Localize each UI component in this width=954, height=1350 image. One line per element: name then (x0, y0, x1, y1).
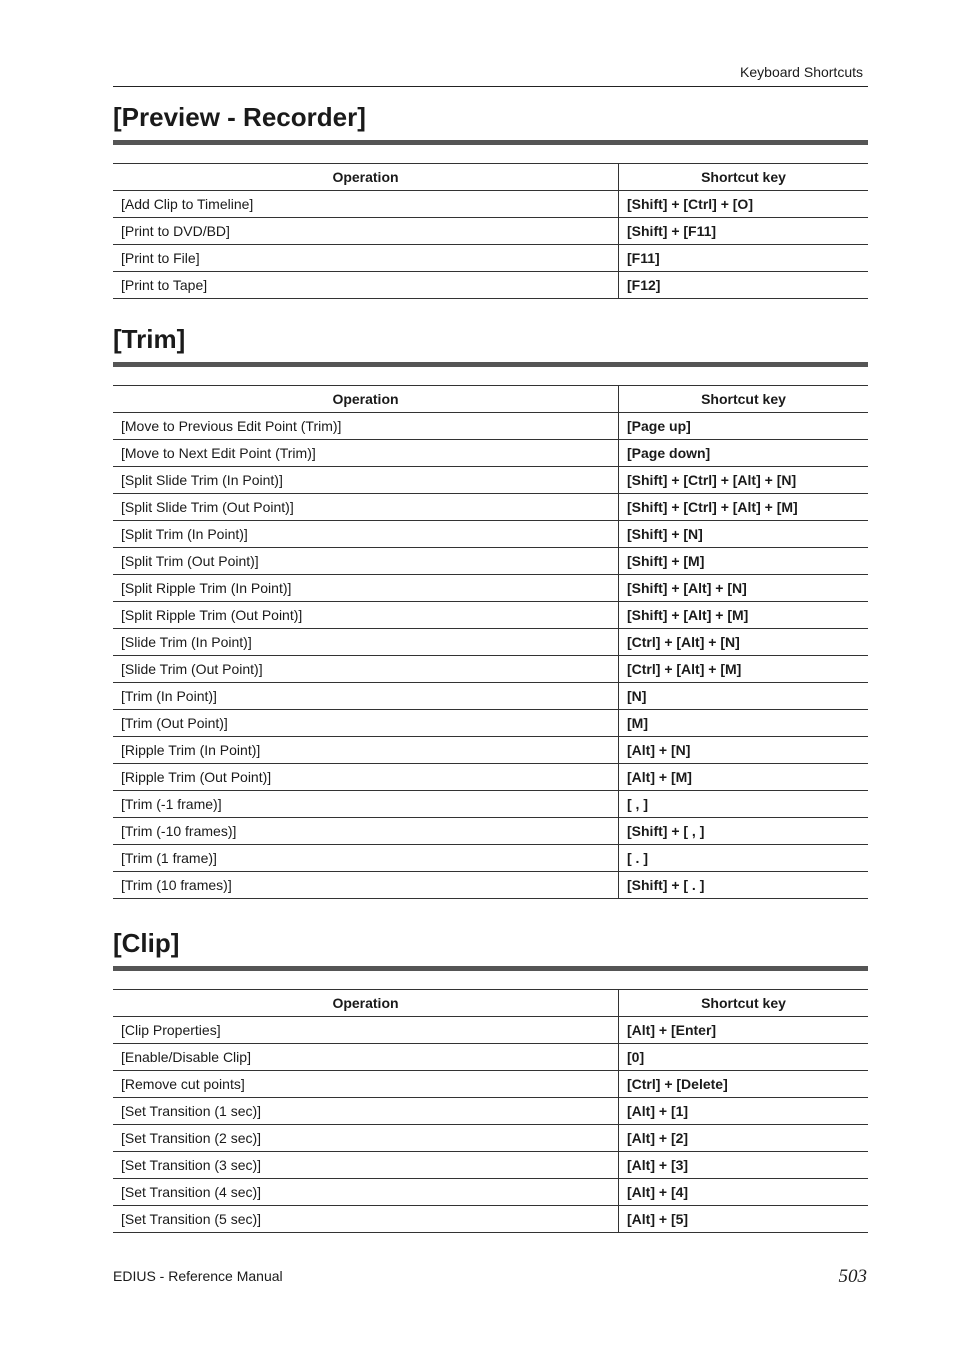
shortcut-key-cell: [Shift] + [Ctrl] + [Alt] + [N] (619, 467, 869, 494)
shortcut-key-cell: [0] (619, 1044, 869, 1071)
shortcut-key-cell: [Page down] (619, 440, 869, 467)
section-preview-recorder (113, 102, 868, 299)
shortcut-key-cell: [F11] (619, 245, 869, 272)
shortcut-key-cell: [Page up] (619, 413, 869, 440)
shortcut-key-cell: [M] (619, 710, 869, 737)
shortcut-key-cell: [Ctrl] + [Alt] + [M] (619, 656, 869, 683)
table-row (113, 1044, 868, 1071)
shortcut-key-cell: [F12] (619, 272, 869, 299)
operation-cell: [Ripple Trim (In Point)] (113, 737, 619, 764)
operation-cell: [Split Ripple Trim (In Point)] (113, 575, 619, 602)
column-header-operation: Operation (113, 164, 619, 191)
shortcut-key-cell: [Alt] + [4] (619, 1179, 869, 1206)
shortcut-table (113, 163, 868, 299)
operation-cell: [Split Slide Trim (Out Point)] (113, 494, 619, 521)
shortcut-key-cell: [Shift] + [Ctrl] + [O] (619, 191, 869, 218)
table-row (113, 629, 868, 656)
operation-cell: [Ripple Trim (Out Point)] (113, 764, 619, 791)
shortcut-key-cell: [Alt] + [1] (619, 1098, 869, 1125)
operation-cell: [Set Transition (4 sec)] (113, 1179, 619, 1206)
operation-cell: [Set Transition (2 sec)] (113, 1125, 619, 1152)
table-row (113, 683, 868, 710)
shortcut-key-cell: [Alt] + [5] (619, 1206, 869, 1233)
operation-cell: [Trim (In Point)] (113, 683, 619, 710)
operation-cell: [Print to File] (113, 245, 619, 272)
table-row (113, 1125, 868, 1152)
column-header-shortcut: Shortcut key (619, 164, 869, 191)
shortcut-key-cell: [Ctrl] + [Alt] + [N] (619, 629, 869, 656)
table-row (113, 191, 868, 218)
section-divider (113, 966, 868, 971)
table-row (113, 710, 868, 737)
table-row (113, 272, 868, 299)
operation-cell: [Trim (-10 frames)] (113, 818, 619, 845)
shortcut-key-cell: [Shift] + [Alt] + [N] (619, 575, 869, 602)
shortcut-key-cell: [ , ] (619, 791, 869, 818)
operation-cell: [Split Slide Trim (In Point)] (113, 467, 619, 494)
table-row (113, 1206, 868, 1233)
operation-cell: [Move to Next Edit Point (Trim)] (113, 440, 619, 467)
shortcut-key-cell: [Alt] + [2] (619, 1125, 869, 1152)
operation-cell: [Split Ripple Trim (Out Point)] (113, 602, 619, 629)
table-row (113, 1098, 868, 1125)
table-row (113, 845, 868, 872)
shortcut-key-cell: [Shift] + [ , ] (619, 818, 869, 845)
section-title: [Clip] (113, 928, 180, 958)
operation-cell: [Add Clip to Timeline] (113, 191, 619, 218)
table-row (113, 440, 868, 467)
section-trim (113, 324, 868, 899)
operation-cell: [Set Transition (1 sec)] (113, 1098, 619, 1125)
operation-cell: [Clip Properties] (113, 1017, 619, 1044)
shortcut-table (113, 989, 868, 1233)
shortcut-key-cell: [ . ] (619, 845, 869, 872)
shortcut-key-cell: [Alt] + [3] (619, 1152, 869, 1179)
shortcut-key-cell: [Alt] + [Enter] (619, 1017, 869, 1044)
section-title: [Preview - Recorder] (113, 102, 366, 132)
column-header-operation: Operation (113, 990, 619, 1017)
table-row (113, 656, 868, 683)
shortcut-key-cell: [Alt] + [M] (619, 764, 869, 791)
operation-cell: [Slide Trim (In Point)] (113, 629, 619, 656)
shortcut-key-cell: [Ctrl] + [Delete] (619, 1071, 869, 1098)
table-row (113, 1017, 868, 1044)
table-row (113, 548, 868, 575)
running-header: Keyboard Shortcuts (740, 64, 863, 80)
table-row (113, 602, 868, 629)
section-divider (113, 362, 868, 367)
operation-cell: [Trim (-1 frame)] (113, 791, 619, 818)
operation-cell: [Trim (1 frame)] (113, 845, 619, 872)
operation-cell: [Enable/Disable Clip] (113, 1044, 619, 1071)
shortcut-table (113, 385, 868, 899)
column-header-operation: Operation (113, 386, 619, 413)
operation-cell: [Split Trim (Out Point)] (113, 548, 619, 575)
section-clip (113, 928, 868, 1233)
table-row (113, 494, 868, 521)
operation-cell: [Trim (10 frames)] (113, 872, 619, 899)
shortcut-key-cell: [Shift] + [M] (619, 548, 869, 575)
shortcut-key-cell: [Shift] + [Alt] + [M] (619, 602, 869, 629)
table-row (113, 1071, 868, 1098)
page-number: 503 (838, 1266, 867, 1287)
operation-cell: [Slide Trim (Out Point)] (113, 656, 619, 683)
column-header-shortcut: Shortcut key (619, 386, 869, 413)
table-row (113, 1179, 868, 1206)
section-divider (113, 140, 868, 145)
table-row (113, 218, 868, 245)
table-row (113, 413, 868, 440)
table-row (113, 245, 868, 272)
table-row (113, 818, 868, 845)
table-header-row (113, 164, 868, 191)
operation-cell: [Print to Tape] (113, 272, 619, 299)
table-row (113, 1152, 868, 1179)
operation-cell: [Set Transition (3 sec)] (113, 1152, 619, 1179)
shortcut-key-cell: [N] (619, 683, 869, 710)
table-row (113, 575, 868, 602)
table-row (113, 737, 868, 764)
operation-cell: [Set Transition (5 sec)] (113, 1206, 619, 1233)
operation-cell: [Trim (Out Point)] (113, 710, 619, 737)
table-row (113, 872, 868, 899)
shortcut-key-cell: [Shift] + [Ctrl] + [Alt] + [M] (619, 494, 869, 521)
shortcut-key-cell: [Shift] + [N] (619, 521, 869, 548)
column-header-shortcut: Shortcut key (619, 990, 869, 1017)
table-row (113, 467, 868, 494)
operation-cell: [Split Trim (In Point)] (113, 521, 619, 548)
shortcut-key-cell: [Shift] + [F11] (619, 218, 869, 245)
table-row (113, 521, 868, 548)
shortcut-key-cell: [Shift] + [ . ] (619, 872, 869, 899)
operation-cell: [Move to Previous Edit Point (Trim)] (113, 413, 619, 440)
header-divider (113, 86, 868, 87)
operation-cell: [Print to DVD/BD] (113, 218, 619, 245)
operation-cell: [Remove cut points] (113, 1071, 619, 1098)
shortcut-key-cell: [Alt] + [N] (619, 737, 869, 764)
section-title: [Trim] (113, 324, 186, 354)
table-row (113, 764, 868, 791)
table-row (113, 791, 868, 818)
table-header-row (113, 386, 868, 413)
footer-manual-title: EDIUS - Reference Manual (113, 1268, 283, 1284)
table-header-row (113, 990, 868, 1017)
